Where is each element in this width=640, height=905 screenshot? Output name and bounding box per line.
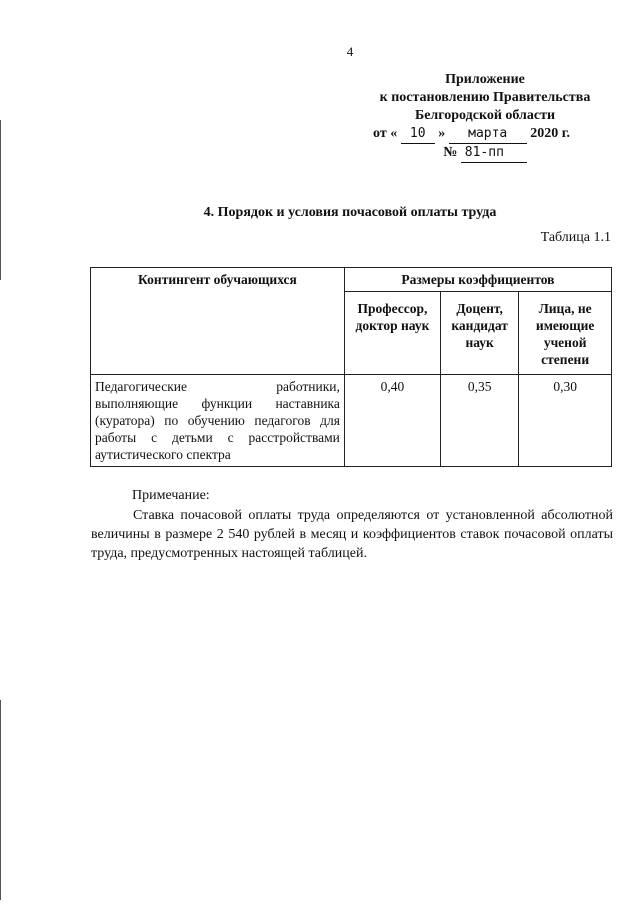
subheader-professor: Профессор, доктор наук [344, 292, 440, 375]
document-number: 81-пп [461, 144, 527, 163]
value-professor: 0,40 [344, 375, 440, 467]
approval-block [370, 71, 600, 163]
date-prefix: от « [373, 126, 398, 141]
approval-number [370, 144, 600, 163]
section-title: 4. Порядок и условия почасовой оплаты труда [203, 205, 497, 220]
approval-date [370, 125, 600, 144]
subheader-no-degree: Лица, не имеющие ученой степени [519, 292, 612, 375]
scan-edge-mark [0, 700, 1, 900]
scan-edge-mark [0, 120, 1, 280]
note-label: Примечание: [132, 488, 210, 503]
approval-region: Белгородской области [414, 108, 556, 123]
date-month: марта [449, 125, 527, 144]
table-caption: Таблица 1.1 [540, 230, 611, 245]
header-contingent: Контингент обучающихся [91, 268, 345, 375]
page-number: 4 [346, 44, 354, 59]
number-prefix: № [443, 145, 458, 160]
value-docent: 0,35 [440, 375, 518, 467]
value-no-degree: 0,30 [519, 375, 612, 467]
note-text: Ставка почасовой оплаты труда определяются от установленной абсолютной величины в размере 2 540 рублей в месяц и коэффициентов ставок почасовой оплаты труда, предусмотренных настоящей таблицей. [91, 508, 613, 561]
table-header-row [91, 268, 612, 292]
date-mid: » [438, 126, 446, 141]
subheader-docent: Доцент, кандидат наук [440, 292, 518, 375]
coefficients-table [90, 267, 612, 467]
approval-reference: к постановлению Правительства [379, 90, 591, 105]
header-coefficients: Размеры коэффициентов [344, 268, 611, 292]
row-description: Педагогические работники, выполняющие функции наставника (куратора) по обучению педагогов для работы с детьми с расстройствами аутистического спектра [91, 375, 345, 467]
approval-title: Приложение [445, 72, 525, 87]
date-year: 2020 г. [530, 126, 570, 141]
table-row [91, 375, 612, 467]
date-day: 10 [401, 125, 435, 144]
